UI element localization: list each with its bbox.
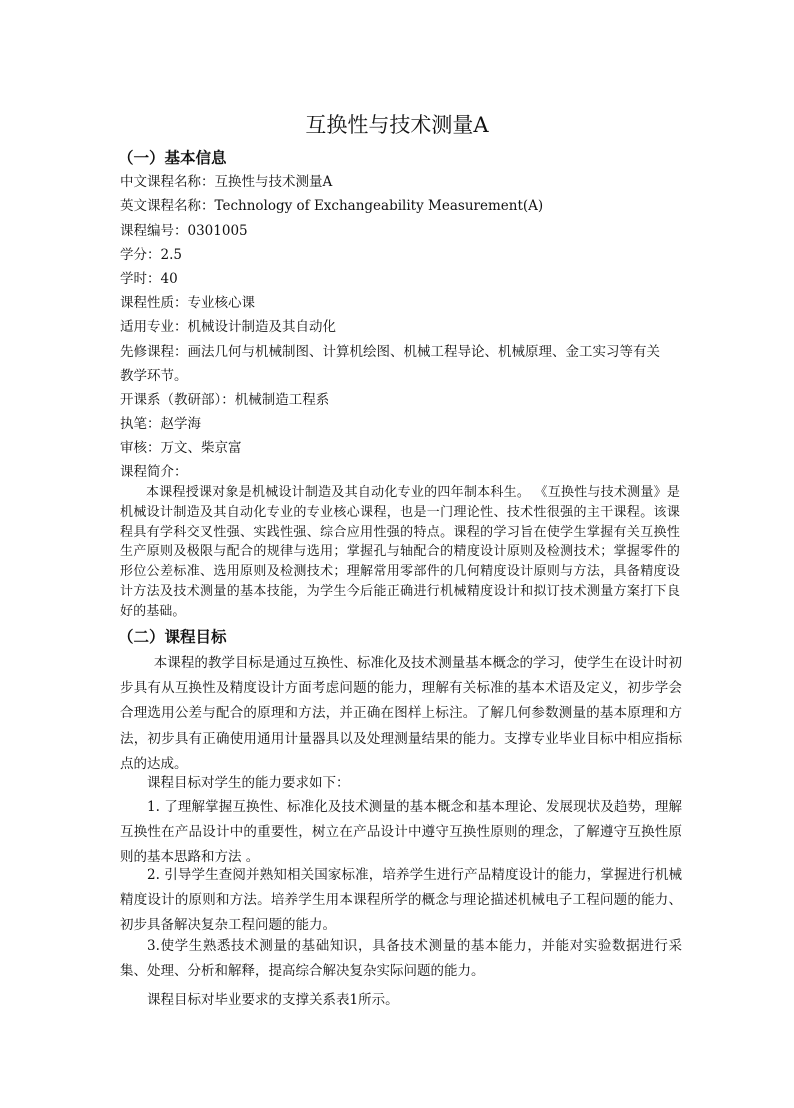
course-intro-paragraph: 本课程授课对象是机械设计制造及其自动化专业的四年制本科生。 《互换性与技术测量》是机械设计制造及其自动化专业的专业核心课程，也是一门理论性、技术性很强的主干课程。该课程具有学科交叉性强、实践性强、综合应用性强的特点。课程的学习旨在使学生掌握有关互换性生产原则及极限与配合的规律与选用；掌握孔与轴配合的精度设计原则及检测技术；掌握零件的形位公差标准、选用原则及检测技术；理解常用零部件的几何精度设计原则与方法，具备精度设计方法及技术测量的基本技能，为学生今后能正确进行机械精度设计和拟订技术测量方案打下良好的基础。: [120, 485, 680, 619]
section-heading-basic-info: （一）基本信息: [118, 149, 227, 167]
prerequisites-line1: 先修课程：画法几何与机械制图、计算机绘图、机械工程导论、机械原理、金工实习等有关: [120, 344, 660, 360]
reviewer: 审核：万文、柴京富: [120, 440, 242, 456]
course-code: 课程编号：0301005: [120, 223, 248, 239]
department: 开课系（教研部）：机械制造工程系: [120, 392, 330, 408]
goals-paragraph: 本课程的教学目标是通过互换性、标准化及技术测量基本概念的学习，使学生在设计时初步具有从互换性及精度设计方面考虑问题的能力，理解有关标准的基本术语及定义，初步学会合理选用公差与配合的原理和方法，并正确在图样上标注。了解几何参数测量的基本原理和方法，初步具有正确使用通用计量器具以及处理测量结果的能力。支撑专业毕业目标中相应指标点的达成。: [120, 655, 682, 772]
applicable-major: 适用专业：机械设计制造及其自动化: [120, 319, 336, 335]
goal-item-2: 2. 引导学生查阅并熟知相关国家标准，培养学生进行产品精度设计的能力，掌握进行机械精度设计的原则和方法。培养学生用本课程所学的概念与理论描述机械电子工程问题的能力、初步具备解决复杂工程问题的能力。: [120, 867, 682, 934]
goals-table-reference: 课程目标对毕业要求的支撑关系表1所示。: [147, 992, 399, 1008]
goals-requirements-intro: 课程目标对学生的能力要求如下：: [147, 775, 350, 791]
prerequisites-line2: 教学环节。: [120, 368, 188, 384]
intro-label: 课程简介：: [120, 464, 188, 480]
course-hours: 学时：40: [120, 271, 178, 287]
goal-item-1: 1. 了理解掌握互换性、标准化及技术测量的基本概念和基本理论、发展现状及趋势，理解互换性在产品设计中的重要性，树立在产品设计中遵守互换性原则的理念，了解遵守互换性原则的基本思路和方法 。: [120, 799, 682, 866]
course-nature: 课程性质：专业核心课: [120, 295, 255, 311]
document-title: 互换性与技术测量A: [305, 113, 489, 137]
goal-item-3: 3.使学生熟悉技术测量的基础知识，具备技术测量的基本能力，并能对实验数据进行采集、处理、分析和解释，提高综合解决复杂实际问题的能力。: [120, 938, 682, 980]
course-name-en: 英文课程名称：Technology of Exchangeability Measurement(A): [120, 198, 544, 214]
course-name-cn: 中文课程名称：互换性与技术测量A: [120, 174, 333, 190]
course-credit: 学分：2.5: [120, 247, 182, 263]
author: 执笔：赵学海: [120, 416, 201, 432]
section-heading-course-goals: （二）课程目标: [118, 628, 227, 646]
